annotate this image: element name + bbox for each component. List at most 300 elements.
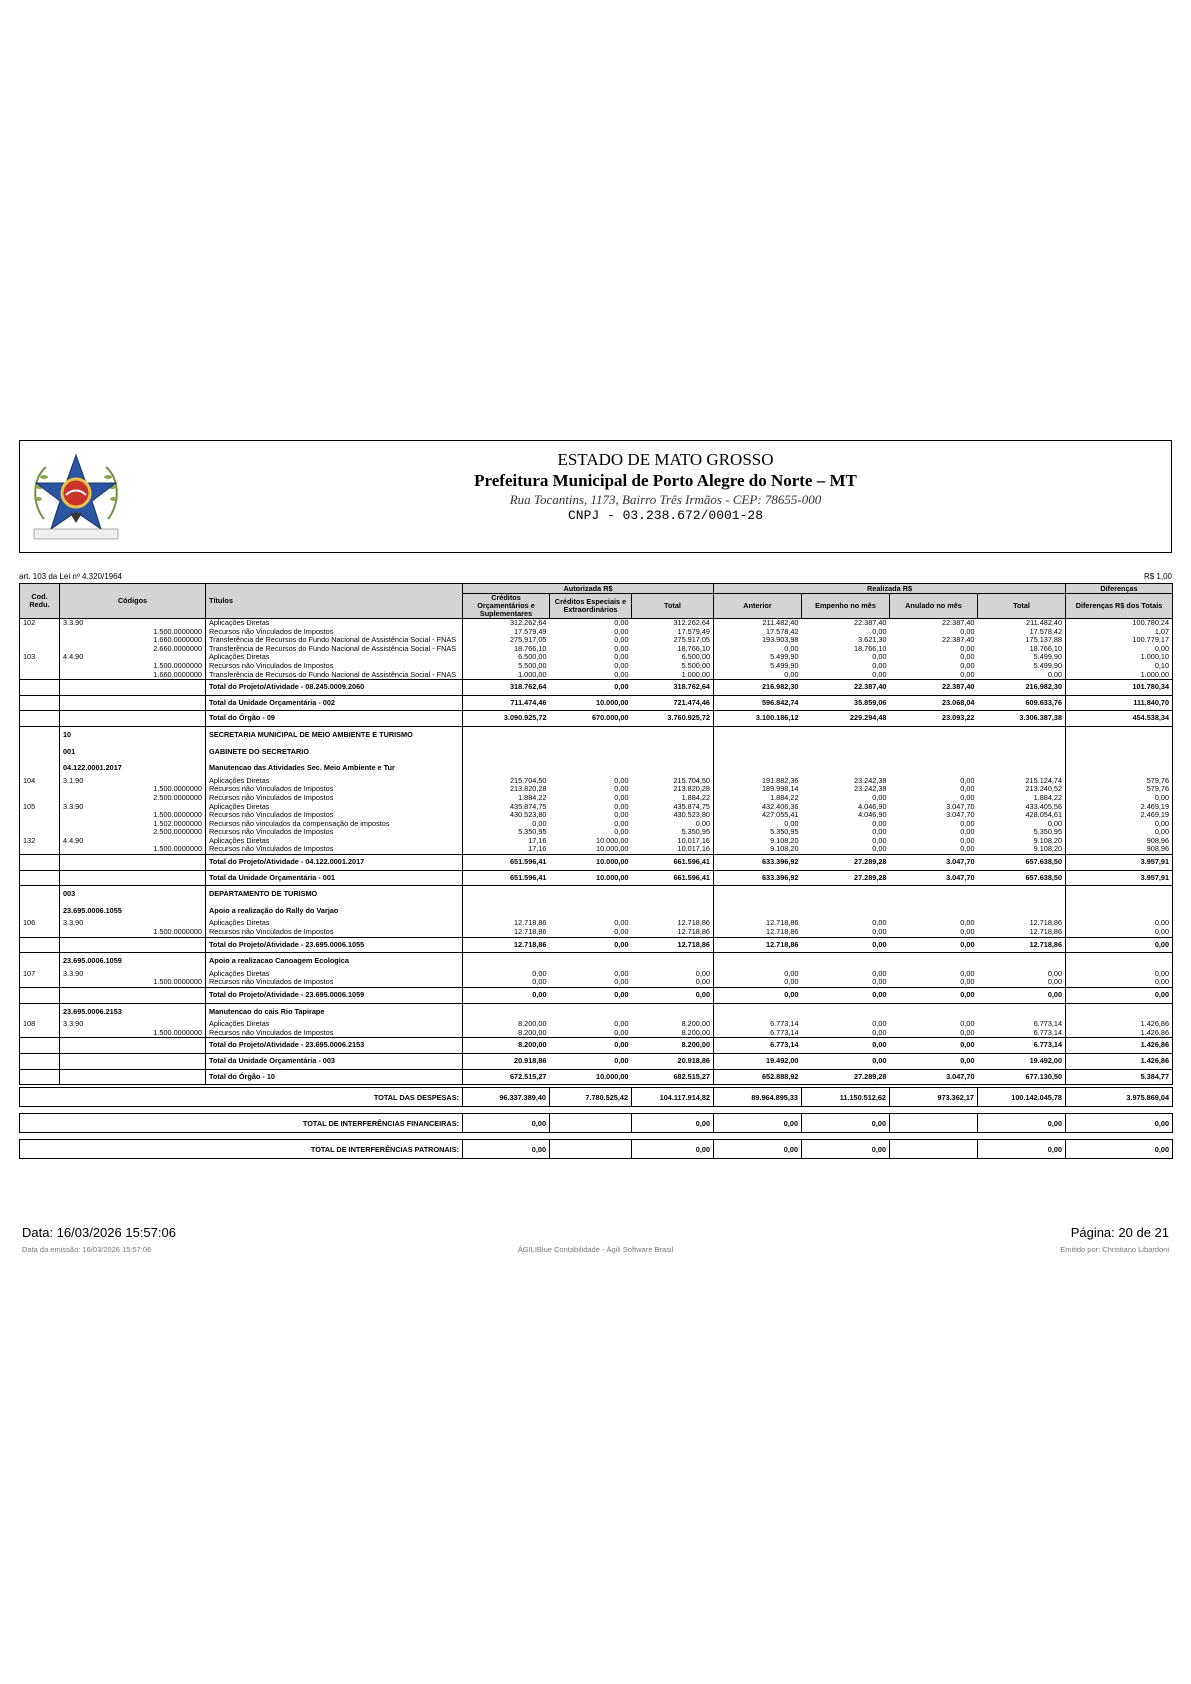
title-cell: Apoio a realizacao Canoagem Ecologica [206,953,463,970]
value-cell: 0,00 [978,988,1066,1004]
section-row [20,903,1173,920]
value-cell: 20.918,86 [632,1053,714,1069]
value-cell: 5.499,90 [978,662,1066,671]
title-cell: Apoio a realização do Rally do Varjao [206,903,463,920]
code-cell: 2.660.0000000 [60,645,206,654]
value-cell [550,744,632,761]
value-cell: 596.842,74 [714,695,802,711]
value-cell: 0,00 [614,653,629,662]
total-row [20,1069,1173,1085]
law-reference: art. 103 da Lei nº 4.320/1964 [19,572,123,581]
value-cell: 0,00 [872,819,887,828]
value-cell: 5.350,95 [978,828,1066,837]
value-cell: 23.093,22 [890,711,978,727]
grand-total-value: 3.975.869,04 [1066,1088,1173,1107]
value-cell: 0,00 [960,644,975,653]
code-cell [60,988,206,1004]
value-cell: 12.718,86 [463,937,550,953]
value-cell: 12.718,86 [632,919,714,928]
value-cell: 0,00 [872,978,887,987]
code-cell [60,855,206,871]
cod-redu-cell: 104 [20,777,60,786]
value-cell [632,726,714,743]
value-cell: 0,00 [802,1053,890,1069]
value-cell: 0,00 [960,776,975,785]
spacer-cell [20,1107,1173,1114]
value-cell: 100.779,17 [1066,636,1173,645]
value-cell: 579,76 [1066,777,1173,786]
col-titulos: Títulos [206,584,463,619]
value-cell: 0,00 [1066,820,1173,829]
title-cell: Total do Projeto/Atividade - 23.695.0006.1055 [206,937,463,953]
cod-redu-cell [20,645,60,654]
value-cell: 661.596,41 [632,870,714,886]
title-cell: Aplicações Diretas [206,777,463,786]
grand-total-value: 0,00 [802,1114,890,1133]
value-cell: 5.350,95 [518,828,547,837]
value-cell: 0,00 [872,845,887,854]
title-cell: Manutencao do cais Rio Tapirape [206,1003,463,1020]
value-cell: 0,00 [960,978,975,987]
value-cell [978,726,1066,743]
table-row [20,1020,1173,1029]
value-cell: 0,00 [784,670,799,679]
code-cell: 4.4.90 [60,653,206,662]
value-cell: 191.882,36 [761,776,799,785]
value-cell: 3.047,70 [890,870,978,886]
value-cell [714,903,802,920]
value-cell: 1.000,00 [518,670,547,679]
value-cell: 6.773,14 [978,1020,1066,1029]
value-cell: 651.596,41 [463,855,550,871]
value-cell: 1.426,86 [1066,1053,1173,1069]
total-row [20,695,1173,711]
value-cell: 10.000,00 [550,855,632,871]
cod-redu-cell [20,760,60,777]
value-cell: 193.903,98 [761,636,799,645]
section-row [20,953,1173,970]
grand-total-value: 0,00 [714,1114,802,1133]
value-cell [802,903,890,920]
grand-total-row [20,1140,1173,1159]
footer-page: Página: 20 de 21 [1070,1225,1169,1240]
value-cell: 0,00 [960,969,975,978]
section-row [20,1003,1173,1020]
code-cell: 001 [60,744,206,761]
value-cell [632,1003,714,1020]
cod-redu-cell [20,886,60,903]
value-cell: 0,00 [960,627,975,636]
title-cell: Total da Unidade Orçamentária - 002 [206,695,463,711]
value-cell: 8.200,00 [518,1020,547,1029]
cod-redu-cell [20,845,60,854]
value-cell: 0,00 [614,776,629,785]
value-cell: 12.718,86 [978,937,1066,953]
value-cell [890,1003,978,1020]
value-cell: 17.578,42 [766,627,799,636]
value-cell: 101.780,34 [1066,680,1173,696]
value-cell [890,886,978,903]
title-cell: Transferência de Recursos do Fundo Nacional de Assistência Social - FNAS [206,645,463,654]
code-cell: 4.4.90 [60,837,206,846]
value-cell: 215.704,50 [509,776,547,785]
value-cell: 432.406,36 [761,802,799,811]
code-cell: 1.500.0000000 [60,628,206,637]
value-cell: 100.780,24 [1066,619,1173,628]
value-cell: 0,00 [614,928,629,937]
code-cell: 1.500.0000000 [60,811,206,820]
issued-by: Emitido por: Christiano Libardoni [1060,1245,1169,1254]
title-cell: Manutencao das Atividades Sec. Meio Ambiente e Tur [206,760,463,777]
value-cell: 0,00 [802,1038,890,1054]
value-cell: 0,00 [632,970,714,979]
value-cell: 0,00 [890,937,978,953]
value-cell: 211.482,40 [762,618,799,627]
value-cell: 0,00 [872,928,887,937]
cod-redu-cell [20,785,60,794]
value-cell: 0,00 [872,828,887,837]
total-row [20,680,1173,696]
value-cell: 0,00 [872,969,887,978]
value-cell: 8.200,00 [632,1029,714,1038]
cod-redu-cell [20,937,60,953]
value-cell: 12.718,86 [632,928,714,937]
grand-total-value: 0,00 [463,1114,550,1133]
value-cell [463,886,550,903]
value-cell: 435.874,75 [509,802,547,811]
value-cell: 6.500,00 [632,653,714,662]
value-cell: 0,00 [960,1028,975,1037]
value-cell [1066,903,1173,920]
title-cell: Total da Unidade Orçamentária - 003 [206,1053,463,1069]
value-cell: 6.773,14 [770,1020,799,1029]
code-cell [60,1069,206,1085]
value-cell: 216.982,30 [714,680,802,696]
value-cell: 312.262,64 [509,618,547,627]
value-cell: 3.957,91 [1066,870,1173,886]
value-cell [1066,953,1173,970]
value-cell: 8.200,00 [518,1028,547,1037]
grand-total-value [890,1140,978,1159]
value-cell: 0,00 [1066,794,1173,803]
table-row [20,653,1173,662]
value-cell: 0,00 [960,1020,975,1029]
col-total-realizada: Total [978,594,1066,619]
value-cell: 1.000,00 [1066,671,1173,680]
value-cell: 5.500,00 [632,662,714,671]
table-row [20,794,1173,803]
value-cell [632,744,714,761]
code-cell: 10 [60,726,206,743]
value-cell: 1.000,10 [1066,653,1173,662]
value-cell: 1.884,22 [518,793,547,802]
value-cell: 0,00 [614,661,629,670]
value-cell: 0,00 [960,819,975,828]
table-row [20,636,1173,645]
cod-redu-cell [20,855,60,871]
value-cell: 3.100.186,12 [714,711,802,727]
value-cell: 5.499,90 [770,661,799,670]
section-row [20,744,1173,761]
table-row [20,919,1173,928]
value-cell: 0,00 [784,644,799,653]
value-cell: 430.523,80 [509,811,547,820]
value-cell: 0,00 [614,919,629,928]
value-cell: 3.621,30 [858,636,887,645]
value-cell: 0,00 [614,627,629,636]
col-dif: Diferenças R$ dos Totais [1066,594,1173,619]
value-cell: 10.000,00 [596,845,629,854]
code-cell: 2.500.0000000 [60,828,206,837]
value-cell: 0,00 [632,820,714,829]
title-cell: DEPARTAMENTO DE TURISMO [206,886,463,903]
total-row [20,870,1173,886]
value-cell: 27.289,28 [802,855,890,871]
value-cell: 0,00 [872,627,887,636]
table-row [20,978,1173,987]
code-cell: 1.500.0000000 [60,978,206,987]
value-cell: 0,00 [802,937,890,953]
cod-redu-cell [20,695,60,711]
value-cell [978,760,1066,777]
cod-redu-cell [20,820,60,829]
cod-redu-cell [20,726,60,743]
value-cell: 0,00 [1066,988,1173,1004]
value-cell: 10.017,16 [632,845,714,854]
value-cell: 9.108,20 [770,845,799,854]
value-cell: 12.718,86 [978,919,1066,928]
value-cell [714,726,802,743]
value-cell: 0,00 [614,618,629,627]
code-cell: 1.500.0000000 [60,845,206,854]
value-cell [890,760,978,777]
col-codigos: Códigos [60,584,206,619]
value-cell: 0,00 [890,988,978,1004]
code-cell: 1.500.0000000 [60,928,206,937]
value-cell: 0,00 [872,661,887,670]
grand-total-value [890,1114,978,1133]
value-cell: 22.387,40 [802,680,890,696]
title-cell: Total da Unidade Orçamentária - 001 [206,870,463,886]
title-cell: Recursos não Vinculados de Impostos [206,978,463,987]
col-empenho: Empenho no mês [802,594,890,619]
value-cell: 1.884,22 [978,794,1066,803]
value-cell: 6.773,14 [978,1038,1066,1054]
table-row [20,671,1173,680]
software-name: ÁGILIBlue Contabilidade - Ágili Software Brasil [517,1245,674,1254]
value-cell: 1,07 [1066,628,1173,637]
cod-redu-cell [20,1053,60,1069]
title-cell: Total do Órgão - 09 [206,711,463,727]
value-cell: 0,00 [632,978,714,987]
code-cell: 3.3.90 [60,619,206,628]
value-cell: 428.054,61 [978,811,1066,820]
value-cell: 677.130,50 [978,1069,1066,1085]
value-cell [714,760,802,777]
value-cell: 9.108,20 [978,845,1066,854]
code-cell: 2.500.0000000 [60,794,206,803]
value-cell: 0,00 [784,969,799,978]
value-cell: 6.773,14 [978,1029,1066,1038]
cod-redu-cell [20,988,60,1004]
code-cell [60,695,206,711]
value-cell [463,726,550,743]
col-anulado: Anulado no mês [890,594,978,619]
title-cell: Recursos não Vinculados de Impostos [206,794,463,803]
value-cell: 0,00 [614,819,629,828]
grand-total-label: TOTAL DE INTERFERÊNCIAS PATRONAIS: [20,1140,463,1159]
title-cell: Transferência de Recursos do Fundo Nacional de Assistência Social - FNAS [206,671,463,680]
value-cell: 8.200,00 [632,1038,714,1054]
city-title: Prefeitura Municipal de Porto Alegre do Norte – MT [474,471,857,490]
total-row [20,1053,1173,1069]
value-cell: 12.718,86 [766,919,799,928]
value-cell: 0,00 [960,828,975,837]
value-cell: 0,00 [890,1038,978,1054]
value-cell: 5.350,95 [770,828,799,837]
col-cod: Cod. Redu. [20,584,60,619]
value-cell: 1.426,86 [1066,1038,1173,1054]
value-cell: 35.859,06 [802,695,890,711]
value-cell [550,886,632,903]
value-cell [550,1003,632,1020]
value-cell: 1.426,86 [1066,1020,1173,1029]
grand-total-label: TOTAL DE INTERFERÊNCIAS FINANCEIRAS: [20,1114,463,1133]
table-row [20,1029,1173,1038]
title-cell: Recursos não Vinculados de Impostos [206,785,463,794]
value-cell: 18.766,10 [632,645,714,654]
value-cell [1066,886,1173,903]
table-row [20,970,1173,979]
value-cell: 0,00 [960,919,975,928]
value-cell [1066,1003,1173,1020]
value-cell: 0,00 [784,978,799,987]
value-cell [632,886,714,903]
code-cell: 23.695.0006.1059 [60,953,206,970]
title-cell: SECRETARIA MUNICIPAL DE MEIO AMBIENTE E TURISMO [206,726,463,743]
col-autorizada: Autorizada R$ [463,584,714,594]
value-cell [890,903,978,920]
value-cell: 579,76 [1066,785,1173,794]
cod-redu-cell [20,928,60,937]
header-box [19,440,1172,553]
title-cell: Aplicações Diretas [206,837,463,846]
value-cell: 8.200,00 [632,1020,714,1029]
value-cell: 23.242,38 [854,776,887,785]
value-cell: 0,00 [614,978,629,987]
value-cell: 17.579,49 [632,628,714,637]
value-cell: 0,00 [890,1053,978,1069]
value-cell: 2.469,19 [1066,803,1173,812]
value-cell: 9.108,20 [770,836,799,845]
value-cell: 22.387,40 [854,618,887,627]
total-row [20,937,1173,953]
value-cell: 6.773,14 [770,1028,799,1037]
code-cell: 3.3.90 [60,803,206,812]
title-cell: Total do Projeto/Atividade - 04.122.0001.2017 [206,855,463,871]
value-cell: 229.294,48 [802,711,890,727]
value-cell: 10.000,00 [596,836,629,845]
code-cell: 1.500.0000000 [60,662,206,671]
value-cell: 4.046,90 [858,802,887,811]
value-cell: 721.474,46 [632,695,714,711]
table-row [20,811,1173,820]
value-cell [463,1003,550,1020]
col-realizada: Realizada R$ [714,584,1066,594]
spacer-row [20,1107,1173,1114]
grand-total-value: 89.964.895,33 [714,1088,802,1107]
value-cell: 0,00 [550,1053,632,1069]
value-cell [714,744,802,761]
value-cell: 0,00 [614,1020,629,1029]
value-cell: 1.426,86 [1066,1029,1173,1038]
value-cell: 5.499,90 [978,653,1066,662]
value-cell: 10.000,00 [550,695,632,711]
table-row [20,928,1173,937]
value-cell: 17.578,42 [978,628,1066,637]
grand-total-value [550,1140,632,1159]
table-row [20,628,1173,637]
value-cell [463,953,550,970]
value-cell: 0,00 [872,670,887,679]
value-cell: 0,00 [550,988,632,1004]
value-cell [1066,760,1173,777]
value-cell: 6.773,14 [714,1038,802,1054]
value-cell: 5.500,00 [518,661,547,670]
value-cell: 908,96 [1066,837,1173,846]
value-cell: 0,00 [632,988,714,1004]
code-cell: 23.695.0006.2153 [60,1003,206,1020]
cod-redu-cell [20,870,60,886]
value-cell [714,886,802,903]
cod-redu-cell [20,978,60,987]
value-cell: 0,00 [1066,970,1173,979]
value-cell [463,760,550,777]
value-cell: 17,16 [528,836,547,845]
grand-total-value: 11.150.512,62 [802,1088,890,1107]
value-cell: 0,00 [550,937,632,953]
value-cell: 0,00 [1066,937,1173,953]
value-cell: 0,00 [614,811,629,820]
table-row [20,820,1173,829]
code-cell [60,680,206,696]
value-cell: 18.766,10 [854,644,887,653]
value-cell: 908,96 [1066,845,1173,854]
value-cell: 275.917,05 [632,636,714,645]
value-cell [978,886,1066,903]
cod-redu-cell [20,744,60,761]
cod-redu-cell: 108 [20,1020,60,1029]
value-cell: 211.482,40 [978,619,1066,628]
table-row [20,645,1173,654]
value-cell [550,760,632,777]
value-cell: 27.289,28 [802,1069,890,1085]
title-cell: Aplicações Diretas [206,1020,463,1029]
title-cell: Recursos não Vinculados de Impostos [206,828,463,837]
grand-total-value: 0,00 [1066,1114,1173,1133]
value-cell: 12.718,86 [978,928,1066,937]
code-cell: 3.1.90 [60,777,206,786]
code-cell: 1.500.0000000 [60,1029,206,1038]
value-cell: 0,00 [1066,828,1173,837]
value-cell: 3.760.925,72 [632,711,714,727]
value-cell [632,953,714,970]
grand-total-value: 96.337.389,40 [463,1088,550,1107]
value-cell: 0,00 [532,819,547,828]
value-cell: 711.474,46 [463,695,550,711]
grand-totals-table [19,1087,1173,1159]
grand-total-value: 0,00 [802,1140,890,1159]
